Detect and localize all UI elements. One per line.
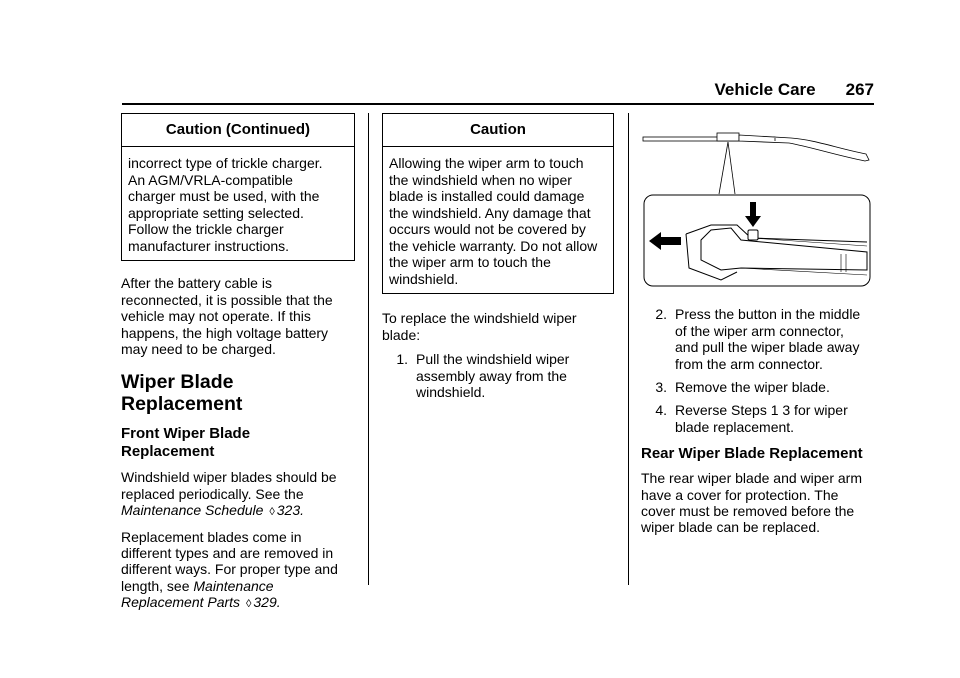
paragraph-line: cover must be removed before the bbox=[641, 503, 855, 520]
step-line: Remove the wiper blade. bbox=[675, 379, 830, 396]
maintenance-replacement-parts-link[interactable]: Replacement Parts bbox=[121, 594, 241, 611]
subsection-title-front-wiper bbox=[121, 425, 355, 461]
page-header bbox=[122, 80, 874, 102]
paragraph-line: reconnected, it is possible that the bbox=[121, 291, 333, 308]
paragraph-line: vehicle may not operate. If this bbox=[121, 308, 311, 325]
caution-line: incorrect type of trickle charger. bbox=[128, 155, 323, 172]
paragraph-line: may need to be charged. bbox=[121, 341, 276, 358]
caution-line: the wiper arm to touch the bbox=[389, 254, 551, 271]
caution-body bbox=[122, 147, 354, 260]
paragraph-line: wiper blade can be replaced. bbox=[641, 519, 821, 536]
step-text bbox=[416, 351, 569, 400]
header-rule bbox=[122, 103, 874, 105]
subsection-title-line: Front Wiper Blade bbox=[121, 425, 251, 443]
section-title-wiper-blade-replacement: Wiper Blade Replacement bbox=[121, 371, 243, 416]
caution-title: Caution (Continued) bbox=[122, 114, 354, 147]
page-reference-number[interactable]: 329. bbox=[253, 594, 281, 611]
step-line: windshield. bbox=[416, 384, 486, 401]
steps-list-continued bbox=[641, 306, 875, 435]
subsection-title-rear-wiper: Rear Wiper Blade Replacement bbox=[641, 445, 863, 463]
step-number: 1. bbox=[396, 351, 408, 368]
caution-box-continued bbox=[121, 113, 355, 261]
step-number: 4. bbox=[655, 402, 667, 419]
rear-wiper-paragraph bbox=[641, 470, 875, 536]
step-number: 3. bbox=[655, 379, 667, 396]
caution-line: the windshield when no wiper bbox=[389, 171, 572, 188]
column-divider-2 bbox=[628, 113, 629, 585]
paragraph-line bbox=[121, 578, 355, 594]
paragraph-text: length, see bbox=[121, 577, 194, 594]
paragraph-line: different ways. For proper type and bbox=[121, 561, 338, 578]
paragraph-line: blade: bbox=[382, 326, 421, 343]
caution-line: the vehicle warranty. Do not allow bbox=[389, 237, 598, 254]
step-line: Pull the windshield wiper bbox=[416, 351, 570, 368]
paragraph-line: replaced periodically. See the bbox=[121, 485, 304, 502]
column-3 bbox=[641, 130, 875, 544]
maintenance-replacement-parts-link[interactable]: Maintenance bbox=[193, 577, 274, 594]
replace-intro-paragraph bbox=[382, 310, 614, 343]
replacement-blades-paragraph bbox=[121, 529, 355, 613]
column-2 bbox=[382, 113, 614, 407]
paragraph-line: To replace the windshield wiper bbox=[382, 310, 577, 327]
caution-line: blade is installed could damage bbox=[389, 188, 585, 205]
page-reference-icon: ◊ bbox=[269, 506, 275, 519]
paragraph-line: Windshield wiper blades should be bbox=[121, 469, 337, 486]
step-text bbox=[675, 306, 860, 372]
caution-title: Caution bbox=[383, 114, 613, 147]
page-number: 267 bbox=[845, 80, 874, 99]
step-item bbox=[641, 379, 875, 395]
paragraph-line bbox=[121, 594, 355, 612]
caution-box bbox=[382, 113, 614, 294]
step-line: blade replacement. bbox=[675, 418, 795, 435]
step-line: from the arm connector. bbox=[675, 355, 823, 372]
front-wiper-paragraph bbox=[121, 469, 355, 520]
maintenance-schedule-link[interactable]: Maintenance Schedule bbox=[121, 502, 264, 519]
paragraph-line: Replacement blades come in bbox=[121, 528, 302, 545]
page-reference-number[interactable]: 323. bbox=[276, 502, 305, 519]
step-line: Press the button in the middle bbox=[675, 306, 861, 323]
paragraph-line: have a cover for protection. The bbox=[641, 486, 839, 503]
step-line: Reverse Steps 1 3 for wiper bbox=[675, 402, 848, 419]
caution-line: Allowing the wiper arm to touch bbox=[389, 155, 584, 172]
subsection-title-line: Replacement bbox=[121, 443, 215, 461]
caution-line: appropriate setting selected. bbox=[128, 204, 304, 221]
column-1 bbox=[121, 113, 355, 621]
steps-list bbox=[382, 351, 614, 400]
step-item bbox=[382, 351, 614, 400]
step-number: 2. bbox=[655, 306, 667, 323]
caution-line: manufacturer instructions. bbox=[128, 237, 290, 254]
caution-line: occurs would not be covered by bbox=[389, 221, 586, 238]
step-line: assembly away from the bbox=[416, 367, 567, 384]
paragraph-line: happens, the high voltage battery bbox=[121, 324, 329, 341]
caution-line: An AGM/VRLA-compatible bbox=[128, 171, 293, 188]
step-item bbox=[641, 402, 875, 435]
caution-body bbox=[383, 147, 613, 293]
caution-line: Follow the trickle charger bbox=[128, 221, 284, 238]
step-text bbox=[675, 379, 830, 395]
wiper-blade-connector-illustration-icon bbox=[641, 130, 873, 290]
paragraph-line: After the battery cable is bbox=[121, 275, 272, 292]
step-item bbox=[641, 306, 875, 372]
step-text bbox=[675, 402, 848, 435]
step-line: of the wiper arm connector, bbox=[675, 322, 844, 339]
battery-paragraph bbox=[121, 275, 355, 357]
caution-line: the windshield. Any damage that bbox=[389, 204, 591, 221]
step-line: and pull the wiper blade away bbox=[675, 339, 860, 356]
page-reference-icon: ◊ bbox=[245, 598, 252, 611]
paragraph-line: different types and are removed in bbox=[121, 545, 334, 562]
header-section-title: Vehicle Care bbox=[714, 80, 816, 99]
paragraph-line: The rear wiper blade and wiper arm bbox=[641, 470, 862, 487]
caution-line: charger must be used, with the bbox=[128, 188, 320, 205]
column-divider-1 bbox=[368, 113, 369, 585]
caution-line: windshield. bbox=[389, 270, 459, 287]
paragraph-line bbox=[121, 502, 355, 520]
